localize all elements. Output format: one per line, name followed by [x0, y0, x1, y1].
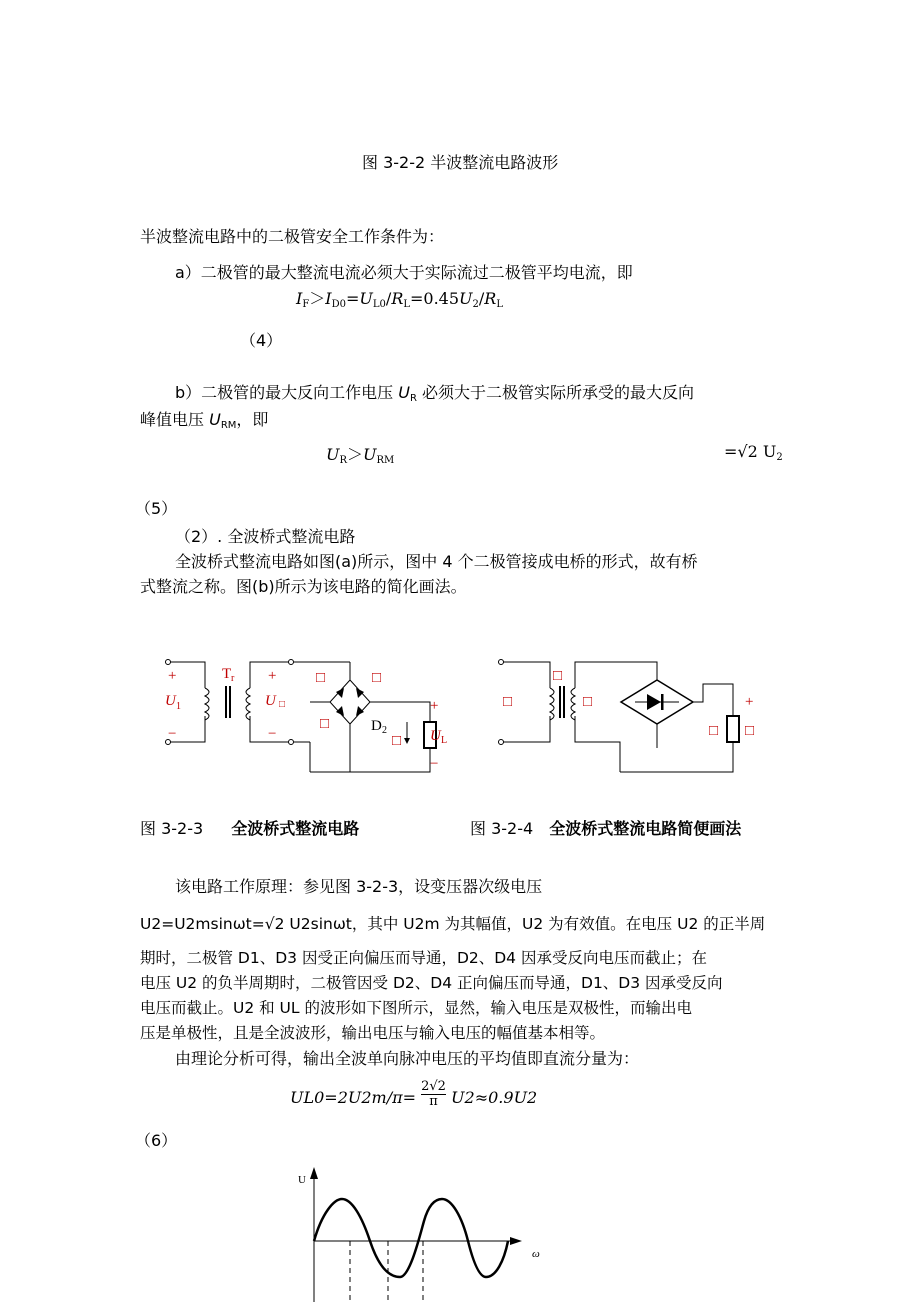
- svg-text:U: U: [430, 728, 441, 744]
- svg-text:r: r: [231, 673, 235, 684]
- condition-b-line1: b）二极管的最大反向工作电压 $U_R$ 必须大于二极管实际所承受的最大反向: [175, 383, 695, 404]
- svg-text:+: +: [168, 668, 177, 684]
- svg-text:−: −: [268, 726, 277, 742]
- svg-text:2: 2: [382, 725, 387, 736]
- fullwave-paragraph-line2: 式整流之称。图(b)所示为该电路的简化画法。: [140, 577, 467, 596]
- svg-text:+: +: [430, 698, 439, 714]
- fullwave-paragraph-line1: 全波桥式整流电路如图(a)所示，图中 4 个二极管接成电桥的形式，故有桥: [175, 552, 698, 571]
- theory-line: 由理论分析可得，输出全波单向脉冲电压的平均值即直流分量为：: [175, 1049, 640, 1068]
- svg-text:T: T: [222, 666, 232, 682]
- principle-line3: 期时，二极管 D1、D3 因受正向偏压而导通，D2、D4 因承受反向电压而截止；在: [140, 949, 707, 967]
- figure-caption-3-2-3: 图 3-2-3 全波桥式整流电路: [140, 819, 360, 838]
- principle-line2: U2=U2msinωt=√2 U2sinωt，其中 U2m 为其幅值，U2 为有效值。在电压 U2 的正半周: [140, 915, 766, 933]
- condition-b-line2: 峰值电压 $U_{RM}$，即: [140, 410, 269, 431]
- svg-text:U: U: [265, 693, 276, 709]
- svg-text:□: □: [709, 723, 719, 739]
- svg-text:□: □: [745, 723, 755, 739]
- bridge-rectifier-circuit: [160, 650, 460, 780]
- bridge-rectifier-simplified: [495, 650, 775, 780]
- condition-a-text: a）二极管的最大整流电流必须大于实际流过二极管平均电流，即: [175, 263, 633, 282]
- svg-text:□: □: [553, 668, 563, 684]
- svg-text:□: □: [372, 670, 382, 686]
- svg-text:−: −: [430, 756, 439, 772]
- formula-a: $I_F>I_{D0}=U_{L0}/R_L=0.45U_2/R_L$: [296, 289, 503, 310]
- svg-text:1: 1: [176, 701, 181, 712]
- svg-text:+: +: [268, 668, 277, 684]
- principle-line5: 电压而截止。U2 和 UL 的波形如下图所示，显然，输入电压是双极性，而输出电: [140, 999, 692, 1017]
- section-2-title: （2）. 全波桥式整流电路: [175, 527, 356, 546]
- sine-waveform-chart: [290, 1165, 550, 1302]
- svg-text:U: U: [165, 693, 176, 709]
- formula-b-left: $U_R>U_{RM}$: [326, 445, 395, 466]
- figure-caption-3-2-4: 图 3-2-4 全波桥式整流电路简便画法: [470, 819, 742, 838]
- principle-line6: 压是单极性，且是全波波形，输出电压与输入电压的幅值基本相等。: [140, 1024, 606, 1042]
- equation-number-4: （4）: [240, 331, 283, 350]
- svg-text:□: □: [392, 733, 402, 749]
- formula-average-voltage: UL0=2U2m/π= $\frac{2√2}{\pi}$ U2≈0.9U2: [290, 1079, 538, 1109]
- svg-text:D: D: [371, 718, 382, 734]
- formula-b-right: =√2 $U_2$: [724, 442, 783, 463]
- safe-intro-text: 半波整流电路中的二极管安全工作条件为：: [140, 227, 445, 246]
- svg-text:□: □: [279, 699, 286, 710]
- equation-number-6: （6）: [135, 1131, 178, 1150]
- svg-text:−: −: [168, 726, 177, 742]
- svg-text:□: □: [320, 716, 330, 732]
- figure-caption-3-2-2: 图 3-2-2 半波整流电路波形: [362, 153, 559, 172]
- equation-number-5: （5）: [135, 499, 178, 518]
- axis-label-omega: ω: [532, 1248, 540, 1260]
- svg-text:□: □: [503, 694, 513, 710]
- axis-label-u: U: [298, 1174, 306, 1186]
- principle-line1: 该电路工作原理：参见图 3-2-3，设变压器次级电压: [175, 877, 543, 896]
- principle-line4: 电压 U2 的负半周期时，二极管因受 D2、D4 正向偏压而导通，D1、D3 因承受反向: [140, 974, 723, 992]
- svg-text:L: L: [441, 735, 448, 746]
- svg-text:+: +: [745, 694, 754, 710]
- svg-text:□: □: [583, 694, 593, 710]
- svg-text:□: □: [316, 670, 326, 686]
